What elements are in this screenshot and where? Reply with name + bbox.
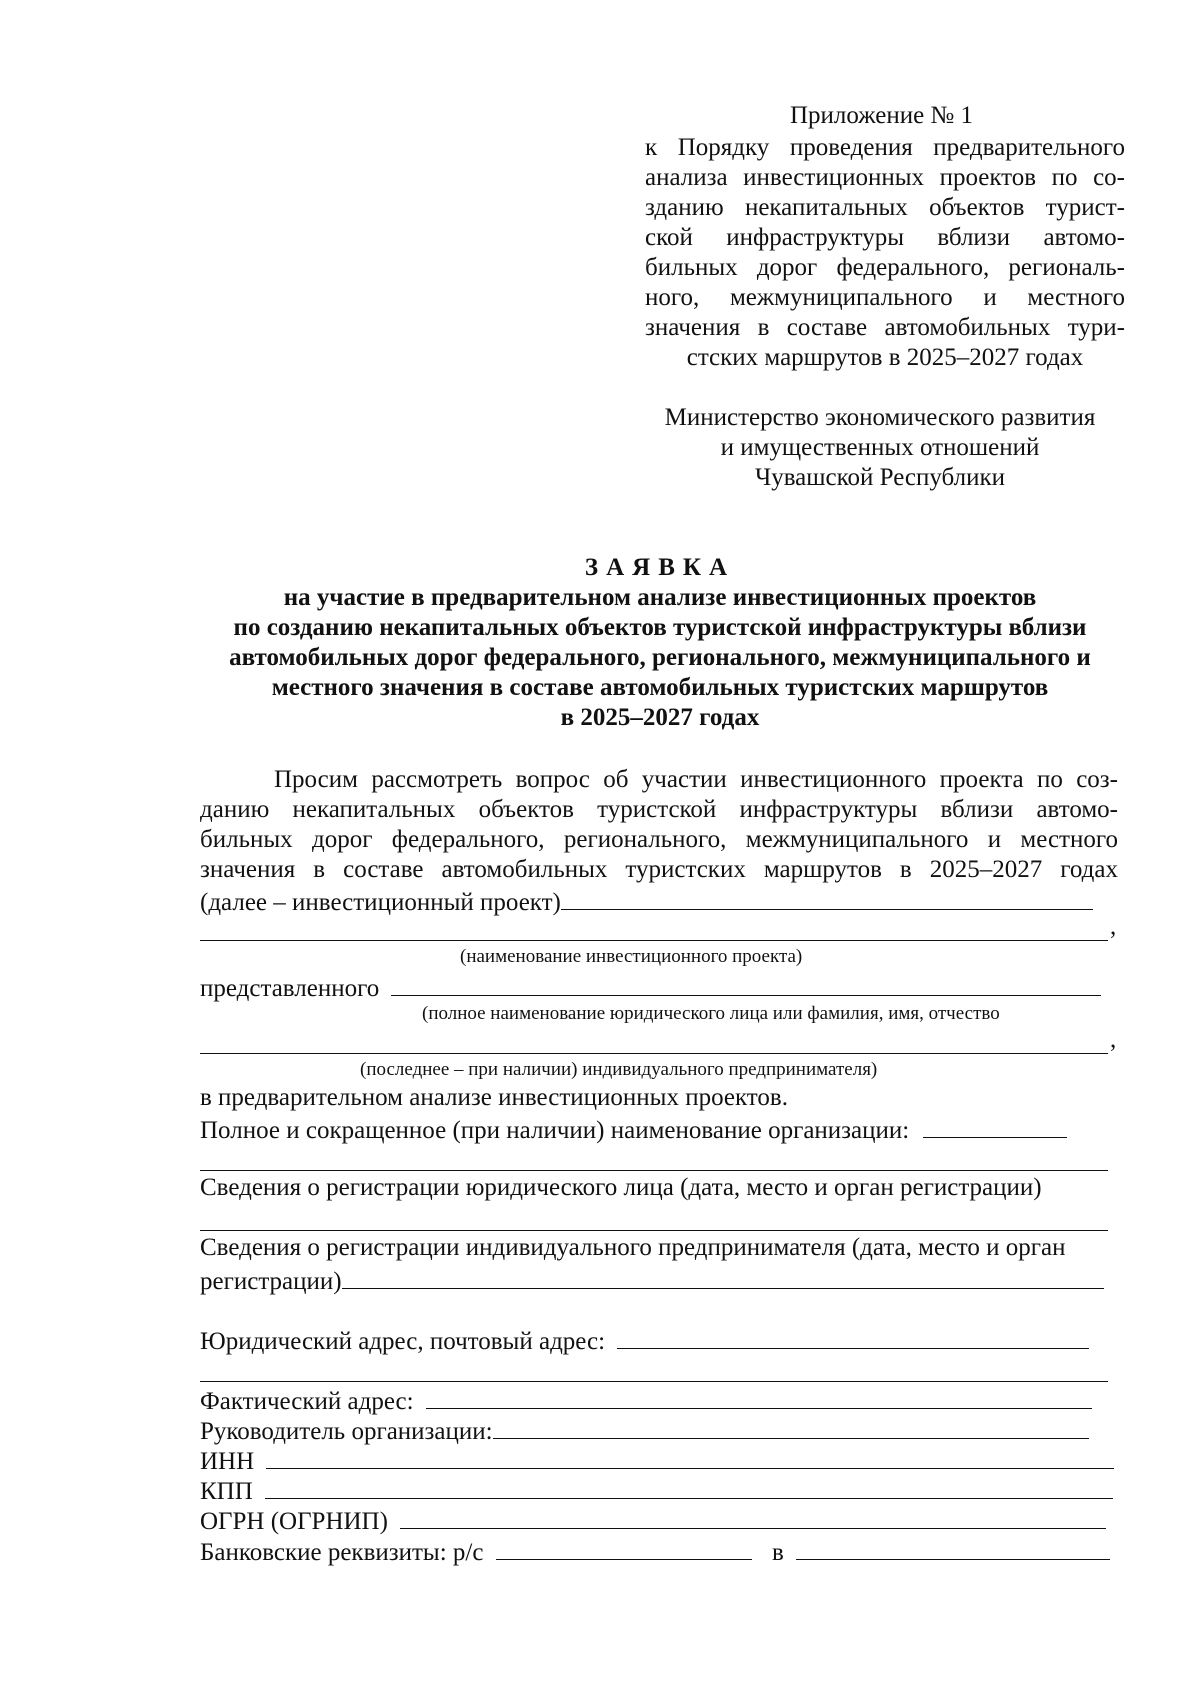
inn-label: ИНН [200, 1448, 255, 1475]
ip-reg-label-2: регистрации) [200, 1268, 342, 1295]
appendix-line: значения в составе автомобильных тури- [645, 314, 1125, 341]
ogrn-row [200, 1504, 1118, 1537]
ip-reg-label-1: Сведения о регистрации индивидуального предпринимателя (дата, место и орган [200, 1234, 1066, 1261]
inn-field[interactable] [266, 1444, 1114, 1469]
appendix-body [645, 133, 1125, 373]
presented-label: представленного [200, 975, 380, 1002]
in-analysis-text: в предварительном анализе инвестиционных проектов. [200, 1084, 788, 1111]
caption-presenter-1: (полное наименование юридического лица или фамилия, имя, отчество [422, 1003, 1000, 1024]
appendix-line: ской инфраструктуры вблизи автомо- [645, 224, 1125, 251]
appendix-line: зданию некапитальных объектов турист- [645, 194, 1125, 221]
application-title [150, 553, 1170, 733]
appendix-line: ного, межмуниципального и местного [645, 284, 1125, 311]
address-field[interactable] [617, 1324, 1089, 1349]
title-main: ЗАЯВКА [584, 554, 736, 581]
bank-name-field[interactable] [796, 1535, 1110, 1560]
appendix-line: бильных дорог федерального, региональ- [645, 254, 1125, 281]
intro-line: бильных дорог федерального, регионального, межмуниципального и местного [200, 826, 1118, 853]
actual-address-label: Фактический адрес: [200, 1388, 414, 1415]
bank-row [200, 1535, 1118, 1568]
actual-address-field[interactable] [426, 1384, 1092, 1409]
caption-project-name: (наименование инвестиционного проекта) [460, 946, 803, 967]
presenter-field[interactable] [391, 971, 1101, 996]
bank-account-field[interactable] [496, 1535, 752, 1560]
ogrn-label: ОГРН (ОГРНИП) [200, 1508, 388, 1535]
kpp-row [200, 1474, 1118, 1507]
address-row [200, 1324, 1118, 1357]
addressee-line: и имущественных отношений [720, 434, 1040, 461]
legal-reg-field[interactable] [200, 1230, 1108, 1231]
appendix-line: анализа инвестиционных проектов по со- [645, 164, 1125, 191]
appendix-title: Приложение № 1 [790, 102, 974, 129]
presenter-field-line2[interactable] [200, 1053, 1108, 1054]
org-name-row [200, 1113, 1118, 1146]
appendix-line: стских маршрутов в 2025–2027 годах [686, 344, 1084, 371]
bank-in-label: в [771, 1539, 784, 1566]
org-name-field-line2[interactable] [200, 1170, 1108, 1171]
legal-reg-label: Сведения о регистрации юридического лица (дата, место и орган регистрации) [200, 1174, 1042, 1201]
ogrn-field[interactable] [400, 1504, 1106, 1529]
director-label: Руководитель организации: [200, 1418, 493, 1445]
appendix-line: к Порядку проведения предварительного [645, 134, 1125, 161]
director-row [200, 1414, 1118, 1447]
intro-line: Просим рассмотреть вопрос об участии инвестиционного проекта по соз- [274, 766, 1118, 793]
ip-reg-field[interactable] [342, 1264, 1104, 1289]
title-line: на участие в предварительном анализе инвестиционных проектов [283, 584, 1037, 611]
inn-row [200, 1444, 1118, 1477]
title-line: автомобильных дорог федерального, регионального, межмуниципального и [229, 644, 1091, 671]
director-field[interactable] [493, 1414, 1089, 1439]
project-name-row [200, 885, 1118, 918]
project-name-field[interactable] [561, 885, 1093, 910]
title-line: местного значения в составе автомобильных туристских маршрутов [271, 674, 1049, 701]
intro-line: данию некапитальных объектов туристской инфраструктуры вблизи автомо- [200, 796, 1118, 823]
bank-label: Банковские реквизиты: р/с [200, 1539, 484, 1566]
presented-row [200, 971, 1118, 1004]
addressee-block [640, 403, 1120, 493]
title-line: по созданию некапитальных объектов туристской инфраструктуры вблизи [233, 614, 1087, 641]
kpp-field[interactable] [265, 1474, 1113, 1499]
address-field-line2[interactable] [200, 1381, 1108, 1382]
ip-reg-row [200, 1264, 1118, 1297]
org-name-label: Полное и сокращенное (при наличии) наименование организации: [200, 1117, 910, 1144]
project-name-field-line2[interactable] [200, 940, 1108, 941]
intro-last-line: (далее – инвестиционный проект) [200, 889, 561, 916]
intro-paragraph [200, 765, 1118, 885]
actual-address-row [200, 1384, 1118, 1417]
caption-presenter-2: (последнее – при наличии) индивидуального предпринимателя) [360, 1059, 878, 1080]
addressee-line: Министерство экономического развития [664, 404, 1096, 431]
address-label: Юридический адрес, почтовый адрес: [200, 1328, 606, 1355]
org-name-field[interactable] [923, 1113, 1067, 1138]
intro-line: значения в составе автомобильных туристских маршрутов в 2025–2027 годах [200, 856, 1118, 883]
title-line: в 2025–2027 годах [560, 704, 760, 731]
comma: , [1110, 913, 1117, 940]
addressee-line: Чувашской Республики [754, 464, 1006, 491]
kpp-label: КПП [200, 1478, 253, 1505]
comma: , [1110, 1026, 1117, 1053]
